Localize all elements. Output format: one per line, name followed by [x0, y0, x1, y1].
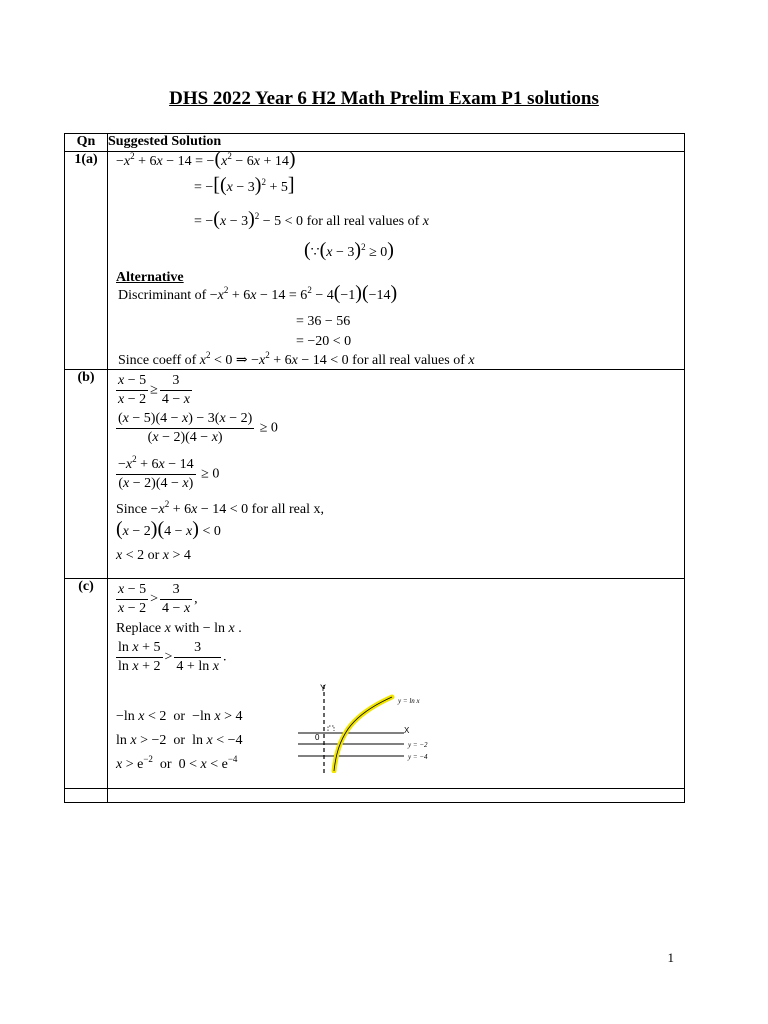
math-line: Replace x with − ln x .	[116, 621, 242, 636]
since-coeff-text: Since coeff of	[118, 353, 197, 368]
or-text: or	[159, 757, 172, 772]
math-line: = $-(x - 3)^2 - 5 < 0$ for all real values of x	[194, 208, 430, 230]
with-text: with	[174, 621, 200, 636]
since-text: Since	[116, 502, 148, 517]
for-all-real-text: for all real values of	[352, 353, 465, 368]
line2-label: y = −4	[408, 753, 428, 761]
table-row-empty	[65, 789, 685, 803]
question-label-1b: (b)	[65, 370, 108, 579]
math-line: Since coeff of $x^2 < 0$ ⇒ $-x^2 + 6x - 14 < 0$ for all real values of x	[118, 350, 475, 368]
or-text: or	[173, 733, 186, 748]
math-line: Since $-x^2 + 6x - 14 < 0$ for all real x,	[116, 499, 324, 517]
empty-cell	[65, 789, 108, 803]
math-line: −ln x < 2 or −ln x > 4	[116, 709, 243, 724]
table-row-1c	[65, 579, 685, 789]
header-qn: Qn	[65, 134, 108, 152]
math-line: (∵(x − 3)$^2$ ≥ 0)	[304, 239, 394, 261]
replace-text: Replace	[116, 621, 162, 636]
math-line: (x − 2)(4 − x) < 0	[116, 518, 221, 540]
page-number: 1	[667, 950, 674, 965]
or-text: or	[173, 709, 186, 724]
math-line: = $-[(x - 3)^2 + 5]$	[194, 174, 295, 196]
math-line: $\frac{x - 5}{x - 2}$ ≥ $\frac{3}{4 - x}$	[118, 373, 190, 407]
for-all-real-text: for all real values of	[306, 214, 420, 229]
math-line: = −20 < 0	[296, 334, 352, 349]
solution-1c	[108, 579, 685, 789]
math-line: $\frac{(x - 5)(4 - x) - 3(x - 2)}{(x - 2)(4 - x)}$ ≥ 0	[118, 411, 278, 445]
question-label-1a: 1(a)	[65, 152, 108, 370]
math-line: Discriminant of $-x^2 + 6x - 14 = 6^2 - 4(-1)(-14)$	[118, 282, 398, 304]
ln-graph	[294, 683, 444, 773]
math-line: $\frac{x - 5}{x - 2}$ > $\frac{3}{4 - x}$ ,	[118, 582, 198, 616]
math-line: $\frac{-x^2 + 6x - 14}{(x - 2)(4 - x)}$ ≥ 0	[118, 454, 220, 491]
intercept-marks	[328, 726, 334, 731]
origin-label: 0	[315, 733, 320, 742]
math-line: $x > e^{-2}$ or $0 < x < e^{-4}$	[116, 754, 238, 772]
y-axis-label: Y	[320, 683, 327, 693]
math-line: $-x^2 + 6x - 14 = -(x^2 - 6x + 14)$	[116, 148, 296, 170]
x-axis-label: X	[404, 726, 410, 735]
math-line: ln x > −2 or ln x < −4	[116, 733, 243, 748]
ln-curve-highlight	[334, 697, 392, 771]
or-text: or	[147, 548, 160, 563]
curve-label: y = ln x	[398, 697, 420, 705]
math-line: x < 2 or x > 4	[116, 548, 191, 563]
table-row-1b	[65, 370, 685, 579]
line1-label: y = −2	[408, 741, 428, 749]
solution-table	[64, 133, 685, 803]
header-suggested-solution: Suggested Solution	[108, 134, 685, 152]
alternative-heading: Alternative	[116, 270, 184, 285]
solution-1b	[108, 370, 685, 579]
math-line: = 36 − 56	[296, 314, 351, 329]
solution-1a	[108, 148, 685, 370]
empty-cell	[108, 789, 685, 803]
table-header-row	[65, 134, 685, 152]
discriminant-text: Discriminant of	[118, 288, 207, 303]
question-label-1c: (c)	[65, 579, 108, 789]
table-row-1a	[65, 152, 685, 370]
document-title: DHS 2022 Year 6 H2 Math Prelim Exam P1 solutions	[169, 88, 599, 109]
for-all-real-x-text: for all real x,	[251, 502, 324, 517]
math-line: $\frac{\text{ln x + 5}}{\text{ln x + 2}}$ > $\frac{3}{\text{4 + ln x}}$ .	[118, 640, 227, 674]
